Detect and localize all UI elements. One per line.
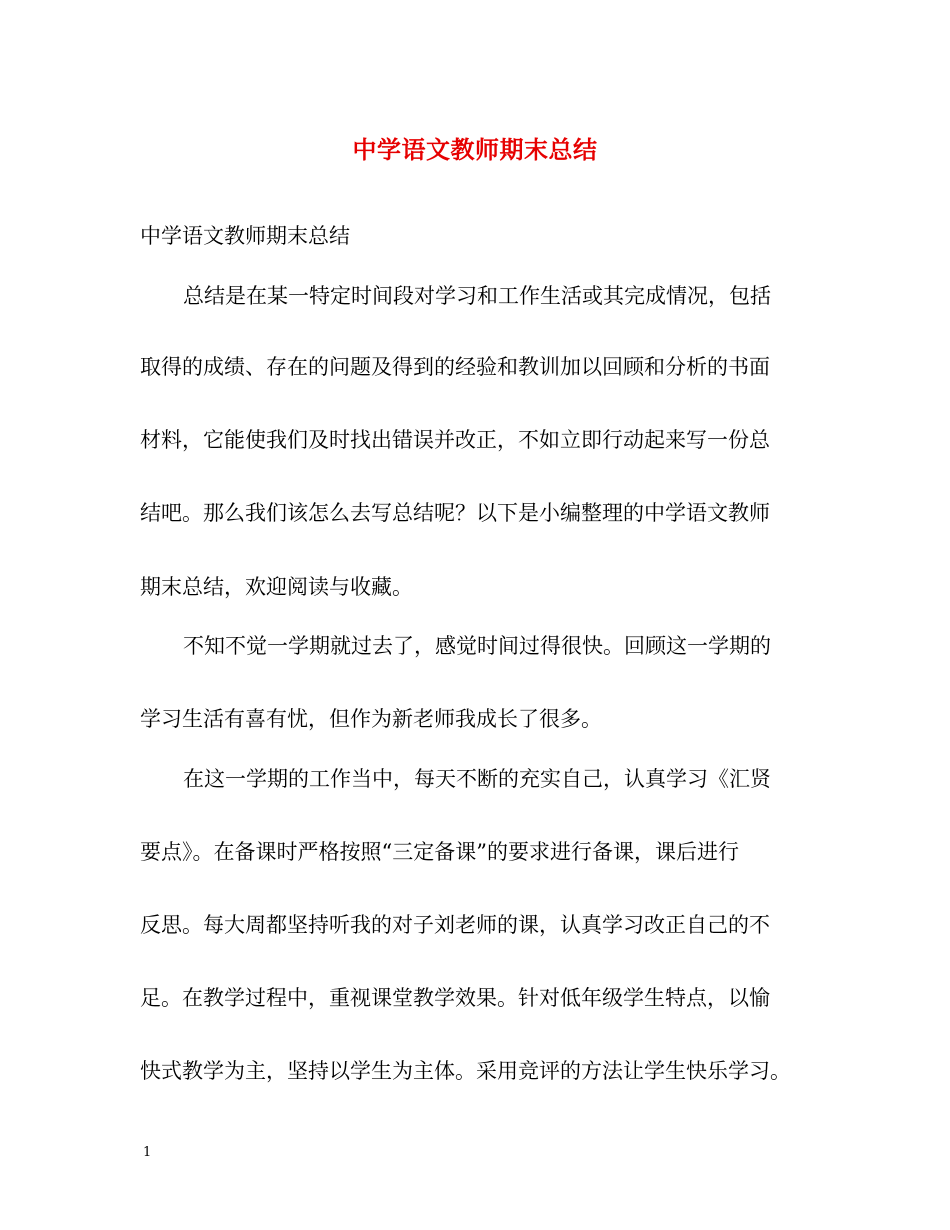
- page-number: 1: [143, 1145, 152, 1160]
- paragraph-line: 期末总结，欢迎阅读与收藏。: [140, 575, 413, 599]
- paragraph-line: 取得的成绩、存在的问题及得到的经验和教训加以回顾和分析的书面: [140, 355, 770, 379]
- paragraph-line: 反思。每大周都坚持听我的对子刘老师的课，认真学习改正自己的不: [140, 913, 770, 937]
- paragraph-line: 材料，它能使我们及时找出错误并改正，不如立即行动起来写一份总: [140, 428, 770, 452]
- paragraph-line: 结吧。那么我们该怎么去写总结呢？以下是小编整理的中学语文教师: [140, 501, 770, 525]
- paragraph-line: 足。在教学过程中，重视课堂教学效果。针对低年级学生特点，以愉: [140, 986, 770, 1010]
- document-title: 中学语文教师期末总结: [352, 135, 598, 164]
- paragraph-line: 学习生活有喜有忧，但作为新老师我成长了很多。: [140, 707, 602, 731]
- document-subtitle: 中学语文教师期末总结: [140, 224, 350, 248]
- paragraph-line: 要点》。在备课时严格按照“三定备课”的要求进行备课，课后进行: [140, 840, 739, 864]
- paragraph-line: 不知不觉一学期就过去了，感觉时间过得很快。回顾这一学期的: [183, 634, 771, 658]
- paragraph-line: 在这一学期的工作当中，每天不断的充实自己，认真学习《汇贤: [183, 767, 771, 791]
- paragraph-line: 总结是在某一特定时间段对学习和工作生活或其完成情况，包括: [183, 284, 771, 308]
- paragraph-line: 快式教学为主，坚持以学生为主体。采用竞评的方法让学生快乐学习。: [140, 1059, 791, 1083]
